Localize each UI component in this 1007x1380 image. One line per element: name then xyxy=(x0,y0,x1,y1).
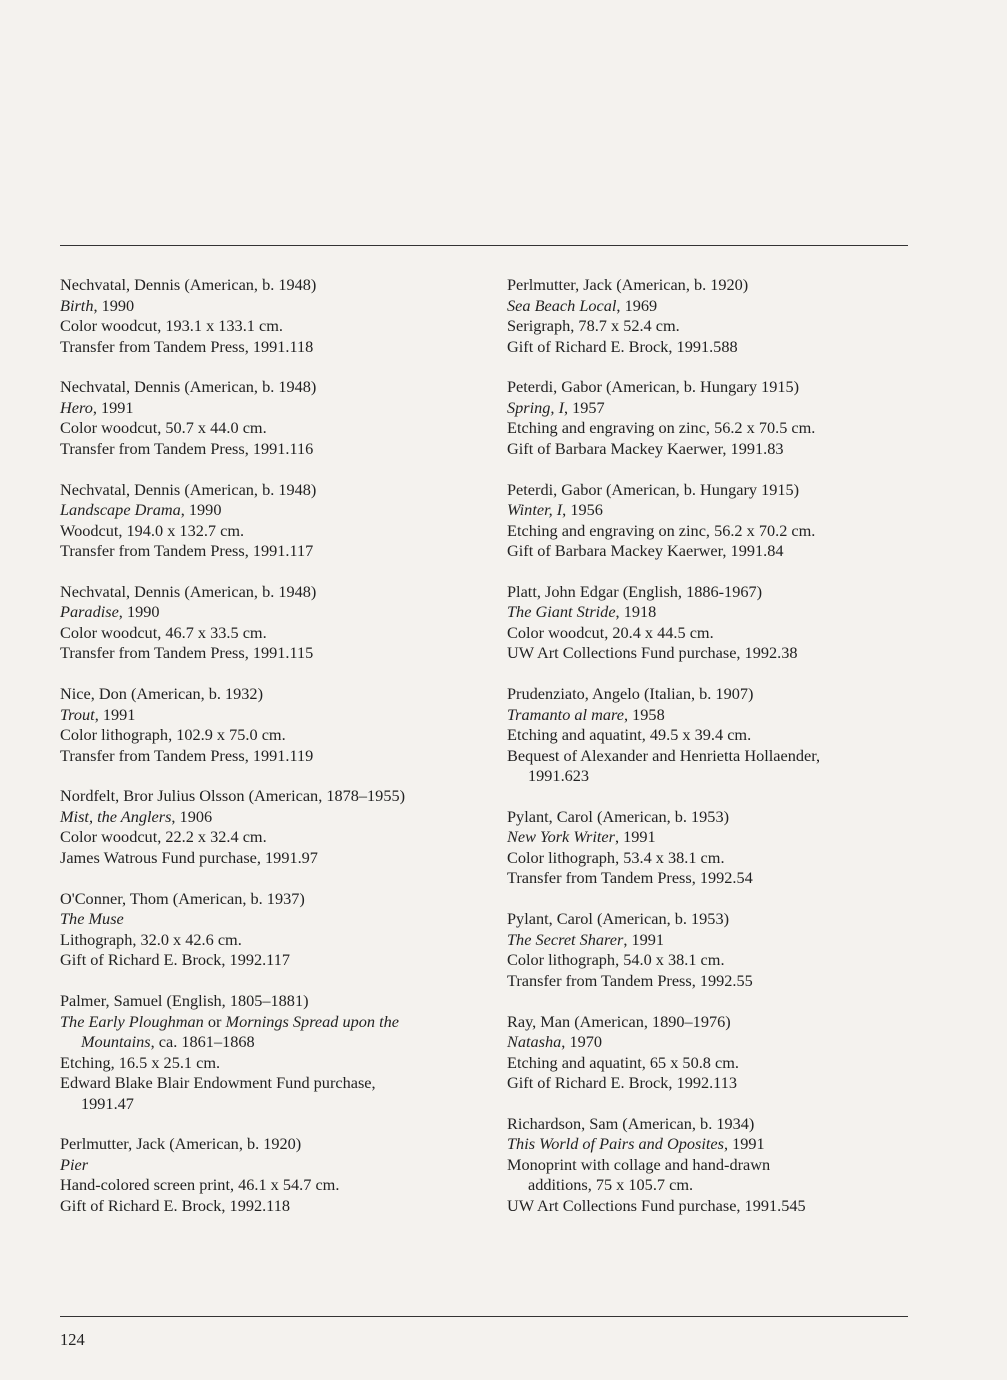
detail-line: Transfer from Tandem Press, 1992.55 xyxy=(507,970,753,990)
artist-name: Peterdi, Gabor (American, b. Hungary 1915) xyxy=(507,377,800,397)
catalog-entry xyxy=(60,275,480,357)
title-date: , 1991 xyxy=(723,1134,765,1154)
detail-line: Lithograph, 32.0 x 42.6 cm. xyxy=(60,929,242,949)
detail-line: Color woodcut, 193.1 x 133.1 cm. xyxy=(60,316,283,335)
catalog-entry xyxy=(60,1134,480,1216)
detail-line: Gift of Richard E. Brock, 1992.118 xyxy=(60,1195,291,1215)
title-text: Spring, I xyxy=(507,397,564,417)
title-text: Mornings Spread upon the xyxy=(225,1011,400,1031)
catalog-entry xyxy=(60,786,480,868)
bottom-rule xyxy=(60,1316,908,1317)
artwork-title xyxy=(507,500,927,521)
detail-line: Etching and engraving on zinc, 56.2 x 70.2 cm. xyxy=(507,520,816,540)
title-date: , 1906 xyxy=(171,806,213,826)
title-text: The Secret Sharer xyxy=(507,929,624,949)
artwork-title xyxy=(507,602,927,623)
catalog-entry xyxy=(60,991,480,1114)
catalog-entry xyxy=(60,684,480,766)
artist-name: Nordfelt, Bror Julius Olsson (American, 1878–1955) xyxy=(60,786,406,806)
title-text: The Muse xyxy=(60,909,124,929)
artist-name: Perlmutter, Jack (American, b. 1920) xyxy=(507,275,749,294)
detail-line: Monoprint with collage and hand-drawn xyxy=(507,1154,771,1174)
catalog-entry xyxy=(507,684,927,787)
artwork-title xyxy=(507,827,927,848)
title-date: , 1990 xyxy=(118,602,160,622)
title-text: New York Writer xyxy=(507,827,615,847)
catalog-entry xyxy=(507,275,927,357)
title-date: , 1958 xyxy=(624,704,665,724)
catalog-entry xyxy=(507,1012,927,1094)
artwork-title xyxy=(60,1012,480,1033)
title-text: Natasha xyxy=(507,1032,562,1052)
detail-line: 1991.623 xyxy=(528,766,590,786)
artist-name: O'Conner, Thom (American, b. 1937) xyxy=(60,888,305,908)
artist-name: Nice, Don (American, b. 1932) xyxy=(60,684,263,704)
detail-line: Serigraph, 78.7 x 52.4 cm. xyxy=(507,316,680,335)
detail-line: Gift of Richard E. Brock, 1992.117 xyxy=(60,950,291,970)
detail-line: Color woodcut, 20.4 x 44.5 cm. xyxy=(507,622,714,642)
detail-line: Color woodcut, 50.7 x 44.0 cm. xyxy=(60,418,267,438)
top-rule xyxy=(60,245,908,246)
detail-line: Transfer from Tandem Press, 1991.119 xyxy=(60,745,314,765)
title-text: Winter, I xyxy=(507,500,563,520)
title-text: The Early Ploughman xyxy=(60,1011,204,1031)
left-column xyxy=(60,275,480,1237)
artwork-title xyxy=(60,705,480,726)
catalog-entry xyxy=(507,909,927,991)
title-text: Mist, the Anglers xyxy=(60,806,172,826)
artwork-title xyxy=(60,909,480,930)
title-date: , 1991 xyxy=(623,929,665,949)
artwork-title xyxy=(60,398,480,419)
artist-name: Richardson, Sam (American, b. 1934) xyxy=(507,1113,755,1133)
title-date: , 1990 xyxy=(180,500,222,520)
title-text: Sea Beach Local xyxy=(507,295,617,315)
title-text: The Giant Stride xyxy=(507,602,616,622)
catalog-entry xyxy=(60,480,480,562)
artwork-title xyxy=(507,705,927,726)
catalog-entry xyxy=(60,377,480,459)
detail-line: James Watrous Fund purchase, 1991.97 xyxy=(60,847,318,867)
catalog-entry xyxy=(60,889,480,971)
title-date: , ca. 1861–1868 xyxy=(150,1032,255,1052)
title-date: , 1991 xyxy=(94,704,136,724)
artwork-title xyxy=(507,398,927,419)
artist-name: Prudenziato, Angelo (Italian, b. 1907) xyxy=(507,684,754,704)
artwork-title xyxy=(507,1032,927,1053)
detail-line: Etching and aquatint, 65 x 50.8 cm. xyxy=(507,1052,739,1072)
title-text: Birth xyxy=(60,295,94,315)
detail-line: Transfer from Tandem Press, 1991.117 xyxy=(60,541,314,561)
catalog-entry xyxy=(60,582,480,664)
detail-line: Gift of Richard E. Brock, 1992.113 xyxy=(507,1073,738,1093)
detail-line: Color lithograph, 102.9 x 75.0 cm. xyxy=(60,725,286,745)
detail-line: Gift of Richard E. Brock, 1991.588 xyxy=(507,336,738,356)
title-text: Mountains xyxy=(81,1032,151,1052)
detail-line: Etching, 16.5 x 25.1 cm. xyxy=(60,1052,221,1072)
title-text: Landscape Drama xyxy=(60,500,181,520)
artist-name: Ray, Man (American, 1890–1976) xyxy=(507,1011,731,1031)
page-number: 124 xyxy=(60,1330,85,1349)
detail-line: Etching and engraving on zinc, 56.2 x 70.5 cm. xyxy=(507,418,816,438)
detail-line: Bequest of Alexander and Henrietta Hollaender, xyxy=(507,745,821,765)
title-date: , 1957 xyxy=(563,397,605,417)
title-text: Trout xyxy=(60,704,95,724)
title-date: , 1970 xyxy=(561,1032,602,1052)
artist-name: Pylant, Carol (American, b. 1953) xyxy=(507,909,730,929)
detail-line: Gift of Barbara Mackey Kaerwer, 1991.83 xyxy=(507,438,784,458)
title-date: , 1956 xyxy=(562,500,603,520)
artist-name: Platt, John Edgar (English, 1886-1967) xyxy=(507,581,763,601)
detail-line: Edward Blake Blair Endowment Fund purchase, xyxy=(60,1073,376,1093)
detail-line: UW Art Collections Fund purchase, 1992.38 xyxy=(507,643,798,663)
catalog-entry xyxy=(507,480,927,562)
title-text: This World of Pairs and Oposites xyxy=(507,1134,724,1154)
artwork-title xyxy=(507,930,927,951)
detail-line: Color woodcut, 22.2 x 32.4 cm. xyxy=(60,827,267,847)
detail-line: Transfer from Tandem Press, 1991.116 xyxy=(60,438,314,458)
detail-line: Color lithograph, 53.4 x 38.1 cm. xyxy=(507,847,725,867)
catalog-entry xyxy=(507,377,927,459)
title-text: Hero xyxy=(60,397,93,417)
artist-name: Pylant, Carol (American, b. 1953) xyxy=(507,806,730,826)
artist-name: Nechvatal, Dennis (American, b. 1948) xyxy=(60,377,317,397)
title-date: or xyxy=(203,1011,226,1031)
detail-line: Color woodcut, 46.7 x 33.5 cm. xyxy=(60,622,267,642)
detail-line: UW Art Collections Fund purchase, 1991.545 xyxy=(507,1195,806,1215)
artist-name: Perlmutter, Jack (American, b. 1920) xyxy=(60,1134,302,1154)
artwork-title xyxy=(60,602,480,623)
artist-name: Nechvatal, Dennis (American, b. 1948) xyxy=(60,581,317,601)
detail-line: Hand-colored screen print, 46.1 x 54.7 cm. xyxy=(60,1175,340,1195)
artist-name: Nechvatal, Dennis (American, b. 1948) xyxy=(60,479,317,499)
artist-name: Peterdi, Gabor (American, b. Hungary 1915) xyxy=(507,479,800,499)
catalog-entry xyxy=(507,1114,927,1217)
detail-line: Woodcut, 194.0 x 132.7 cm. xyxy=(60,520,245,540)
title-date: , 1991 xyxy=(614,827,656,847)
detail-line: Transfer from Tandem Press, 1992.54 xyxy=(507,868,753,888)
detail-line: Etching and aquatint, 49.5 x 39.4 cm. xyxy=(507,725,752,745)
title-date: , 1918 xyxy=(615,602,657,622)
artwork-title xyxy=(60,500,480,521)
detail-line: Transfer from Tandem Press, 1991.118 xyxy=(60,336,314,356)
title-date: , 1990 xyxy=(93,295,135,315)
artist-name: Palmer, Samuel (English, 1805–1881) xyxy=(60,991,309,1011)
detail-line: additions, 75 x 105.7 cm. xyxy=(528,1175,694,1195)
detail-line: 1991.47 xyxy=(81,1093,134,1113)
detail-line: Color lithograph, 54.0 x 38.1 cm. xyxy=(507,950,725,970)
artwork-title xyxy=(60,1155,480,1176)
catalog-entry xyxy=(507,582,927,664)
title-text: Tramanto al mare xyxy=(507,704,624,724)
artwork-title xyxy=(60,807,480,828)
detail-line: Transfer from Tandem Press, 1991.115 xyxy=(60,643,314,663)
title-date: , 1991 xyxy=(92,397,134,417)
title-date: , 1969 xyxy=(616,295,658,315)
title-text: Pier xyxy=(60,1154,89,1174)
artwork-title xyxy=(507,296,927,317)
artist-name: Nechvatal, Dennis (American, b. 1948) xyxy=(60,275,317,294)
catalog-entry xyxy=(507,807,927,889)
title-text: Paradise xyxy=(60,602,119,622)
artwork-title-continued xyxy=(60,1032,480,1053)
right-column xyxy=(507,275,927,1237)
artwork-title xyxy=(60,296,480,317)
artwork-title xyxy=(507,1134,927,1155)
detail-line: Gift of Barbara Mackey Kaerwer, 1991.84 xyxy=(507,541,784,561)
